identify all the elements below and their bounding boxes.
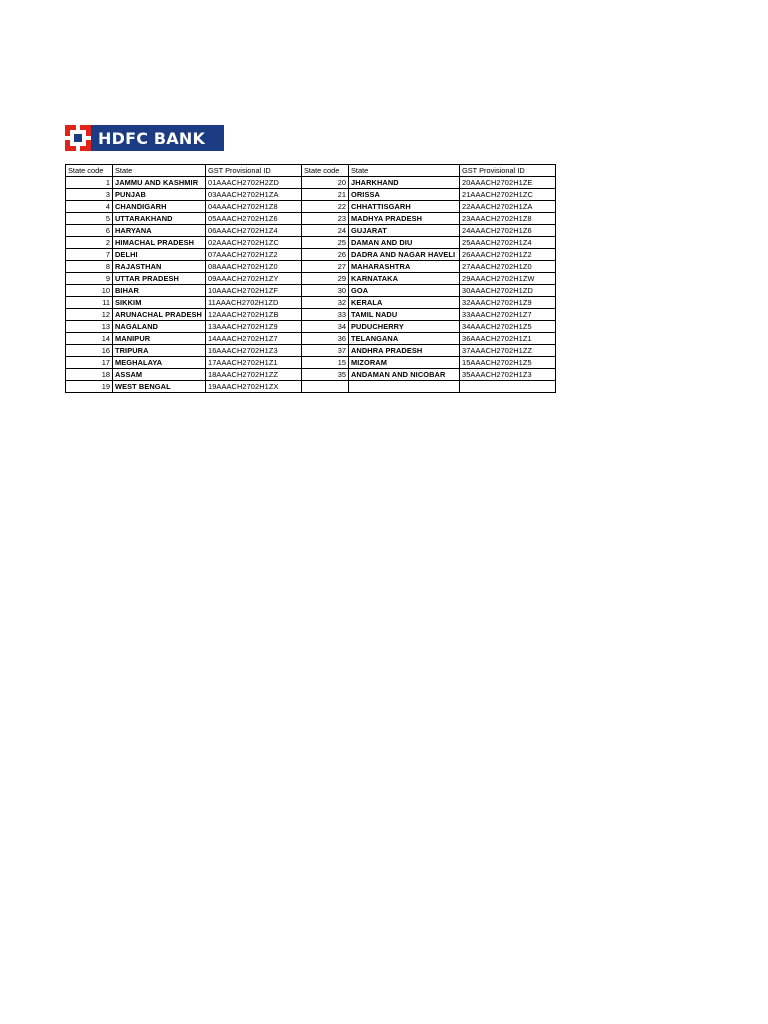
state-name-cell: TELANGANA — [349, 333, 460, 345]
gst-id-cell: 33AAACH2702H1Z7 — [460, 309, 556, 321]
state-code-cell: 17 — [66, 357, 113, 369]
table-row — [66, 345, 556, 357]
state-name-cell: DAMAN AND DIU — [349, 237, 460, 249]
gst-id-cell: 10AAACH2702H1ZF — [206, 285, 302, 297]
state-name-cell: HIMACHAL PRADESH — [113, 237, 206, 249]
gst-id-cell: 08AAACH2702H1Z0 — [206, 261, 302, 273]
gst-id-cell: 32AAACH2702H1Z9 — [460, 297, 556, 309]
gst-id-cell: 30AAACH2702H1ZD — [460, 285, 556, 297]
state-code-cell: 37 — [302, 345, 349, 357]
gst-id-cell: 11AAACH2702H1ZD — [206, 297, 302, 309]
gst-id-cell: 37AAACH2702H1ZZ — [460, 345, 556, 357]
state-code-cell: 1 — [66, 177, 113, 189]
logo-text: HDFC BANK — [98, 128, 206, 148]
state-name-cell: PUDUCHERRY — [349, 321, 460, 333]
table-row — [66, 213, 556, 225]
state-code-cell: 23 — [302, 213, 349, 225]
state-name-cell: HARYANA — [113, 225, 206, 237]
gst-id-cell: 12AAACH2702H1ZB — [206, 309, 302, 321]
state-code-cell: 12 — [66, 309, 113, 321]
state-code-cell: 2 — [66, 237, 113, 249]
state-name-cell: KARNATAKA — [349, 273, 460, 285]
gst-id-cell: 18AAACH2702H1ZZ — [206, 369, 302, 381]
state-name-cell: GOA — [349, 285, 460, 297]
table-row — [66, 261, 556, 273]
gst-id-cell: 02AAACH2702H1ZC — [206, 237, 302, 249]
state-name-cell: ANDHRA PRADESH — [349, 345, 460, 357]
state-code-cell: 13 — [66, 321, 113, 333]
state-code-cell: 5 — [66, 213, 113, 225]
state-code-cell: 30 — [302, 285, 349, 297]
table-header-row — [66, 165, 556, 177]
gst-id-cell: 07AAACH2702H1Z2 — [206, 249, 302, 261]
table-row — [66, 201, 556, 213]
state-code-cell: 14 — [66, 333, 113, 345]
state-name-cell: ANDAMAN AND NICOBAR — [349, 369, 460, 381]
gst-id-cell — [460, 381, 556, 393]
state-name-cell: NAGALAND — [113, 321, 206, 333]
state-code-cell: 35 — [302, 369, 349, 381]
state-name-cell: UTTARAKHAND — [113, 213, 206, 225]
gst-id-cell: 06AAACH2702H1Z4 — [206, 225, 302, 237]
gst-id-cell: 20AAACH2702H1ZE — [460, 177, 556, 189]
table-row — [66, 333, 556, 345]
state-code-cell: 6 — [66, 225, 113, 237]
state-code-cell: 19 — [66, 381, 113, 393]
state-name-cell: MEGHALAYA — [113, 357, 206, 369]
state-name-cell: DADRA AND NAGAR HAVELI — [349, 249, 460, 261]
state-name-cell: JHARKHAND — [349, 177, 460, 189]
gst-id-cell: 04AAACH2702H1Z8 — [206, 201, 302, 213]
state-name-cell: TAMIL NADU — [349, 309, 460, 321]
gst-id-cell: 24AAACH2702H1Z6 — [460, 225, 556, 237]
table-row — [66, 273, 556, 285]
gst-id-cell: 36AAACH2702H1Z1 — [460, 333, 556, 345]
state-code-cell: 22 — [302, 201, 349, 213]
gst-id-cell: 05AAACH2702H1Z6 — [206, 213, 302, 225]
state-name-cell: BIHAR — [113, 285, 206, 297]
gst-id-cell: 34AAACH2702H1Z5 — [460, 321, 556, 333]
state-code-cell: 3 — [66, 189, 113, 201]
state-name-cell: PUNJAB — [113, 189, 206, 201]
state-name-cell: TRIPURA — [113, 345, 206, 357]
state-code-cell: 4 — [66, 201, 113, 213]
header-state-code: State code — [66, 165, 113, 177]
state-code-cell: 27 — [302, 261, 349, 273]
gst-id-cell: 19AAACH2702H1ZX — [206, 381, 302, 393]
state-name-cell: SIKKIM — [113, 297, 206, 309]
gst-id-cell: 21AAACH2702H1ZC — [460, 189, 556, 201]
state-code-cell: 34 — [302, 321, 349, 333]
gst-id-cell: 29AAACH2702H1ZW — [460, 273, 556, 285]
gst-id-cell: 22AAACH2702H1ZA — [460, 201, 556, 213]
gst-id-cell: 16AAACH2702H1Z3 — [206, 345, 302, 357]
state-name-cell — [349, 381, 460, 393]
gst-id-cell: 27AAACH2702H1Z0 — [460, 261, 556, 273]
state-code-cell: 20 — [302, 177, 349, 189]
state-code-cell: 24 — [302, 225, 349, 237]
table-row — [66, 321, 556, 333]
state-name-cell: WEST BENGAL — [113, 381, 206, 393]
state-code-cell: 21 — [302, 189, 349, 201]
header-gst-id: GST Provisional ID — [460, 165, 556, 177]
gst-id-cell: 13AAACH2702H1Z9 — [206, 321, 302, 333]
state-name-cell: UTTAR PRADESH — [113, 273, 206, 285]
state-name-cell: JAMMU AND KASHMIR — [113, 177, 206, 189]
state-name-cell: MIZORAM — [349, 357, 460, 369]
state-name-cell: ARUNACHAL PRADESH — [113, 309, 206, 321]
state-name-cell: MAHARASHTRA — [349, 261, 460, 273]
state-name-cell: ORISSA — [349, 189, 460, 201]
state-code-cell: 9 — [66, 273, 113, 285]
hdfc-bank-logo — [65, 125, 224, 151]
gst-id-cell: 09AAACH2702H1ZY — [206, 273, 302, 285]
gst-id-cell: 03AAACH2702H1ZA — [206, 189, 302, 201]
table-row — [66, 249, 556, 261]
header-gst-id: GST Provisional ID — [206, 165, 302, 177]
table-row — [66, 285, 556, 297]
gst-id-cell: 14AAACH2702H1Z7 — [206, 333, 302, 345]
table-row — [66, 369, 556, 381]
table-row — [66, 189, 556, 201]
state-name-cell: CHHATTISGARH — [349, 201, 460, 213]
gst-id-cell: 23AAACH2702H1Z8 — [460, 213, 556, 225]
state-code-cell: 36 — [302, 333, 349, 345]
gst-id-cell: 35AAACH2702H1Z3 — [460, 369, 556, 381]
table-row — [66, 309, 556, 321]
state-code-cell: 11 — [66, 297, 113, 309]
table-row — [66, 381, 556, 393]
table-row — [66, 357, 556, 369]
gst-id-cell: 01AAACH2702H2ZD — [206, 177, 302, 189]
hdfc-logo-mark-icon — [65, 125, 91, 151]
header-state: State — [349, 165, 460, 177]
state-name-cell: GUJARAT — [349, 225, 460, 237]
gst-id-cell: 17AAACH2702H1Z1 — [206, 357, 302, 369]
state-code-cell: 25 — [302, 237, 349, 249]
gst-id-cell: 15AAACH2702H1Z5 — [460, 357, 556, 369]
state-code-cell: 7 — [66, 249, 113, 261]
state-code-cell: 18 — [66, 369, 113, 381]
header-state: State — [113, 165, 206, 177]
state-code-cell: 32 — [302, 297, 349, 309]
gst-state-table — [65, 164, 556, 393]
table-row — [66, 237, 556, 249]
state-code-cell — [302, 381, 349, 393]
state-code-cell: 8 — [66, 261, 113, 273]
state-name-cell: RAJASTHAN — [113, 261, 206, 273]
state-name-cell: MADHYA PRADESH — [349, 213, 460, 225]
state-name-cell: DELHI — [113, 249, 206, 261]
table-row — [66, 225, 556, 237]
state-code-cell: 15 — [302, 357, 349, 369]
state-name-cell: CHANDIGARH — [113, 201, 206, 213]
state-name-cell: MANIPUR — [113, 333, 206, 345]
state-code-cell: 10 — [66, 285, 113, 297]
gst-id-cell: 26AAACH2702H1Z2 — [460, 249, 556, 261]
table-row — [66, 297, 556, 309]
table-row — [66, 177, 556, 189]
state-name-cell: KERALA — [349, 297, 460, 309]
state-code-cell: 26 — [302, 249, 349, 261]
state-code-cell: 33 — [302, 309, 349, 321]
state-code-cell: 29 — [302, 273, 349, 285]
gst-id-cell: 25AAACH2702H1Z4 — [460, 237, 556, 249]
state-code-cell: 16 — [66, 345, 113, 357]
header-state-code: State code — [302, 165, 349, 177]
state-name-cell: ASSAM — [113, 369, 206, 381]
